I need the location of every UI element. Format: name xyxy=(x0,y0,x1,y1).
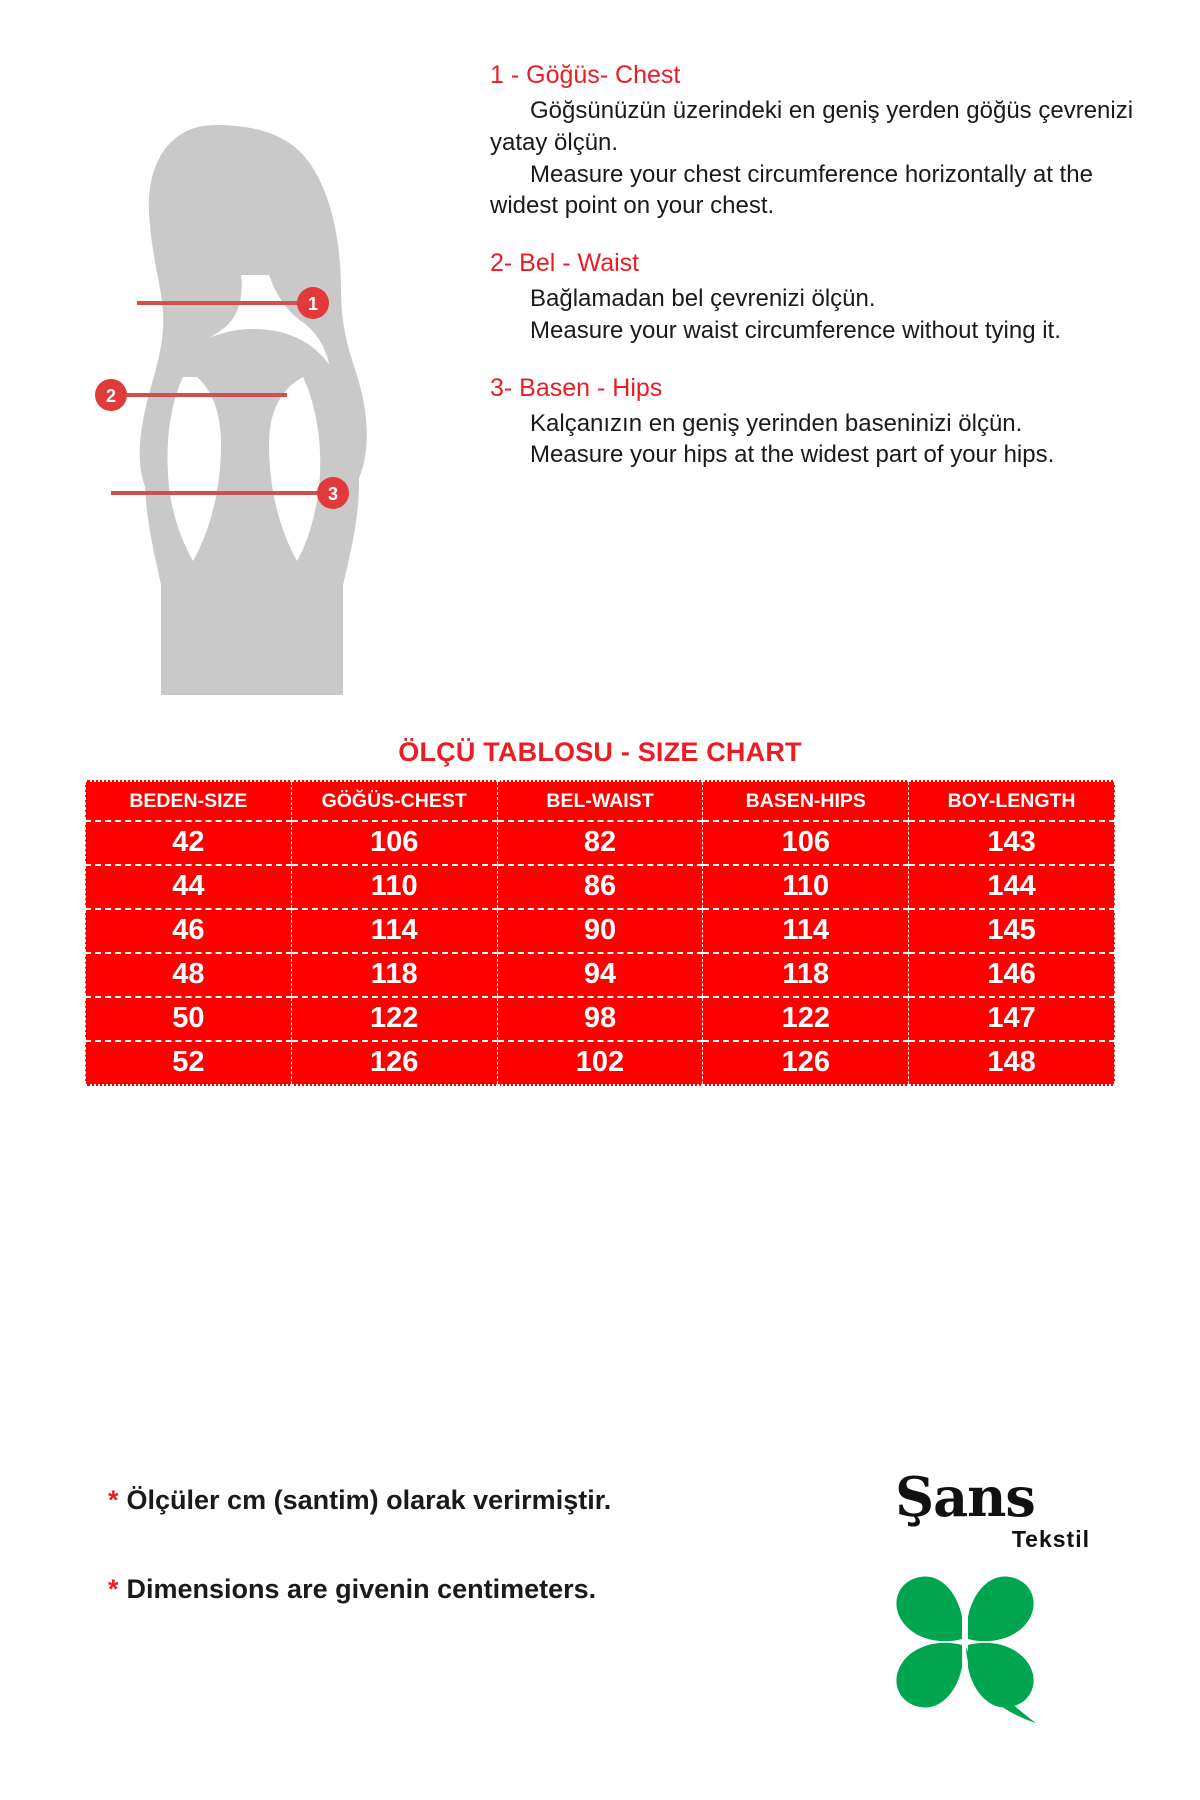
column-header-chest: GÖĞÜS-CHEST xyxy=(291,781,497,821)
cell-size: 50 xyxy=(86,997,292,1041)
table-row xyxy=(86,821,1115,865)
cell-chest: 118 xyxy=(291,953,497,997)
instruction-chest-title: 1 - Göğüs- Chest xyxy=(490,61,681,89)
cell-size: 46 xyxy=(86,909,292,953)
cell-chest: 110 xyxy=(291,865,497,909)
cell-length: 147 xyxy=(909,997,1115,1041)
cell-hips: 126 xyxy=(703,1041,909,1085)
body-silhouette-svg xyxy=(65,115,425,715)
cell-chest: 106 xyxy=(291,821,497,865)
chest-marker-label: 1 xyxy=(307,294,319,314)
instruction-hips-tr: Kalçanızın en geniş yerinden baseninizi ölçün. xyxy=(530,409,1023,437)
column-header-waist: BEL-WAIST xyxy=(497,781,703,821)
cell-hips: 114 xyxy=(703,909,909,953)
table-row xyxy=(86,953,1115,997)
instruction-chest-en: Measure your chest circumference horizontally at the widest point on your chest. xyxy=(490,160,1093,220)
size-chart-table xyxy=(85,780,1115,1086)
cell-waist: 86 xyxy=(497,865,703,909)
brand-name: Şans xyxy=(895,1465,1035,1529)
table-header-row xyxy=(86,781,1115,821)
cell-chest: 122 xyxy=(291,997,497,1041)
cell-size: 48 xyxy=(86,953,292,997)
hips-marker-label: 3 xyxy=(327,484,339,504)
cell-size: 44 xyxy=(86,865,292,909)
note-english-text: Dimensions are givenin centimeters. xyxy=(126,1574,597,1604)
brand-subtitle: Tekstil xyxy=(1011,1526,1090,1552)
top-section xyxy=(0,0,1200,715)
cell-length: 143 xyxy=(909,821,1115,865)
measurement-figure xyxy=(0,60,490,715)
cell-waist: 82 xyxy=(497,821,703,865)
cell-waist: 94 xyxy=(497,953,703,997)
cell-hips: 118 xyxy=(703,953,909,997)
footer-notes xyxy=(108,1485,808,1663)
instruction-waist-title: 2- Bel - Waist xyxy=(490,248,640,277)
cell-length: 145 xyxy=(909,909,1115,953)
instruction-hips xyxy=(490,373,1160,472)
table-row xyxy=(86,865,1115,909)
measurement-instructions xyxy=(490,60,1200,497)
cell-chest: 126 xyxy=(291,1041,497,1085)
cell-waist: 102 xyxy=(497,1041,703,1085)
instruction-waist xyxy=(490,248,1160,347)
cell-length: 144 xyxy=(909,865,1115,909)
column-header-size: BEDEN-SIZE xyxy=(86,781,292,821)
table-row xyxy=(86,1041,1115,1085)
note-turkish-text: Ölçüler cm (santim) olarak verirmiştir. xyxy=(126,1485,612,1515)
waist-marker-label: 2 xyxy=(105,386,117,406)
instruction-hips-title: 3- Basen - Hips xyxy=(490,373,663,402)
cell-size: 42 xyxy=(86,821,292,865)
footer-section xyxy=(0,1240,1200,1800)
instruction-waist-tr: Bağlamadan bel çevrenizi ölçün. xyxy=(530,285,876,313)
note-star-icon: * xyxy=(108,1574,119,1604)
cell-hips: 110 xyxy=(703,865,909,909)
cell-length: 148 xyxy=(909,1041,1115,1085)
brand-logo xyxy=(850,1465,1090,1737)
cell-hips: 122 xyxy=(703,997,909,1041)
cell-waist: 90 xyxy=(497,909,703,953)
instruction-hips-en: Measure your hips at the widest part of your hips. xyxy=(530,441,1055,469)
cell-waist: 98 xyxy=(497,997,703,1041)
instruction-chest xyxy=(490,60,1160,222)
cell-hips: 106 xyxy=(703,821,909,865)
instruction-waist-en: Measure your waist circumference without tying it. xyxy=(530,316,1061,344)
table-row xyxy=(86,909,1115,953)
cell-size: 52 xyxy=(86,1041,292,1085)
size-chart-title: ÖLÇÜ TABLOSU - SIZE CHART xyxy=(398,737,802,767)
note-turkish xyxy=(108,1485,808,1516)
note-star-icon: * xyxy=(108,1485,119,1515)
note-english xyxy=(108,1574,808,1605)
instruction-chest-tr: Göğsünüzün üzerindeki en geniş yerden göğüs çevrenizi yatay ölçün. xyxy=(490,97,1134,156)
cell-length: 146 xyxy=(909,953,1115,997)
cell-chest: 114 xyxy=(291,909,497,953)
table-row xyxy=(86,997,1115,1041)
column-header-length: BOY-LENGTH xyxy=(909,781,1115,821)
four-leaf-clover-svg xyxy=(870,1567,1060,1732)
column-header-hips: BASEN-HIPS xyxy=(703,781,909,821)
size-chart-wrapper xyxy=(85,780,1115,1086)
clover-logo-icon xyxy=(850,1567,1080,1737)
